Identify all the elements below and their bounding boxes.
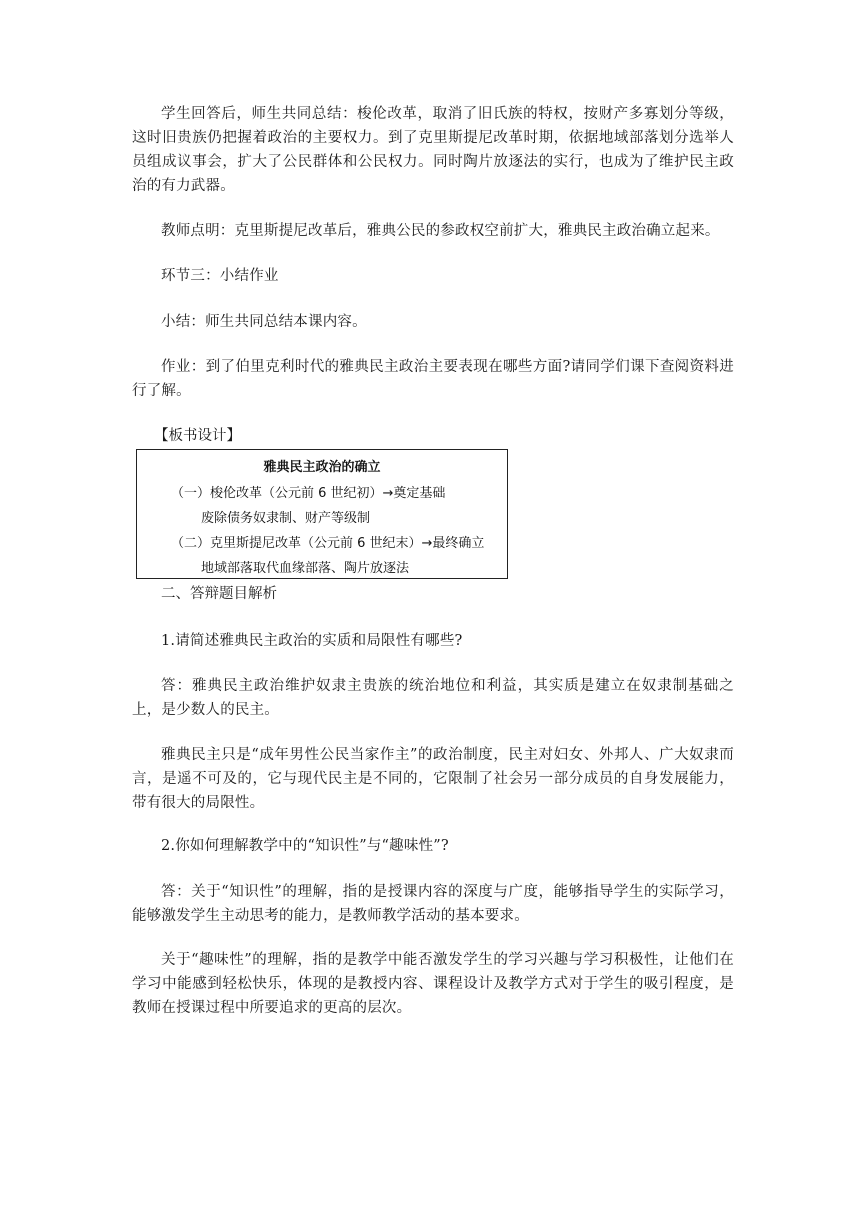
answer-2-paragraph-2: 关于“趣味性”的理解，指的是教学中能否激发学生的学习兴趣与学习积极性，让他们在学习中能感到轻松快乐，体现的是教授内容、课程设计及教学方式对于学生的吸引程度，是教师在授课过程中所要追求的更高的层次。 xyxy=(132,952,734,1016)
answer-1-paragraph-2: 雅典民主只是“成年男性公民当家作主”的政治制度，民主对妇女、外邦人、广大奴隶而言，是遥不可及的，它与现代民主是不同的，它限制了社会另一部分成员的自身发展能力，带有很大的局限性。 xyxy=(132,747,734,811)
homework-paragraph: 作业：到了伯里克利时代的雅典民主政治主要表现在哪些方面?请同学们课下查阅资料进行了解。 xyxy=(132,359,734,399)
board-line-solon-detail: 废除债务奴隶制、财产等级制 xyxy=(201,511,371,526)
board-line-cleisthenes: （二）克里斯提尼改革（公元前 6 世纪末）→最终确立 xyxy=(171,536,485,551)
board-design-heading: 【板书设计】 xyxy=(154,428,241,444)
part2-heading: 二、答辩题目解析 xyxy=(161,586,277,602)
wrapup-paragraph: 小结：师生共同总结本课内容。 xyxy=(161,314,367,330)
answer-2-paragraph-1: 答：关于“知识性”的理解，指的是授课内容的深度与广度，能够指导学生的实际学习，能够激发学生主动思考的能力，是教师教学活动的基本要求。 xyxy=(132,884,734,924)
question-2: 2.你如何理解教学中的“知识性”与“趣味性”? xyxy=(161,838,449,854)
teacher-point-paragraph: 教师点明：克里斯提尼改革后，雅典公民的参政权空前扩大，雅典民主政治确立起来。 xyxy=(161,223,720,239)
answer-1-paragraph-1: 答：雅典民主政治维护奴隶主贵族的统治地位和利益，其实质是建立在奴隶制基础之上，是少数人的民主。 xyxy=(132,678,734,718)
question-1: 1.请简述雅典民主政治的实质和局限性有哪些? xyxy=(161,633,463,649)
board-line-solon: （一）梭伦改革（公元前 6 世纪初）→奠定基础 xyxy=(171,486,446,501)
section3-heading: 环节三：小结作业 xyxy=(161,268,279,284)
blackboard-design-figure xyxy=(136,449,508,579)
board-title: 雅典民主政治的确立 xyxy=(263,460,381,475)
board-line-cleisthenes-detail: 地域部落取代血缘部落、陶片放逐法 xyxy=(201,561,410,576)
summary-paragraph: 学生回答后，师生共同总结：梭伦改革，取消了旧氏族的特权，按财产多寡划分等级，这时旧贵族仍把握着政治的主要权力。到了克里斯提尼改革时期，依据地域部落划分选举人员组成议事会，扩大了公民群体和公民权力。同时陶片放逐法的实行，也成为了维护民主政治的有力武器。 xyxy=(132,106,734,194)
